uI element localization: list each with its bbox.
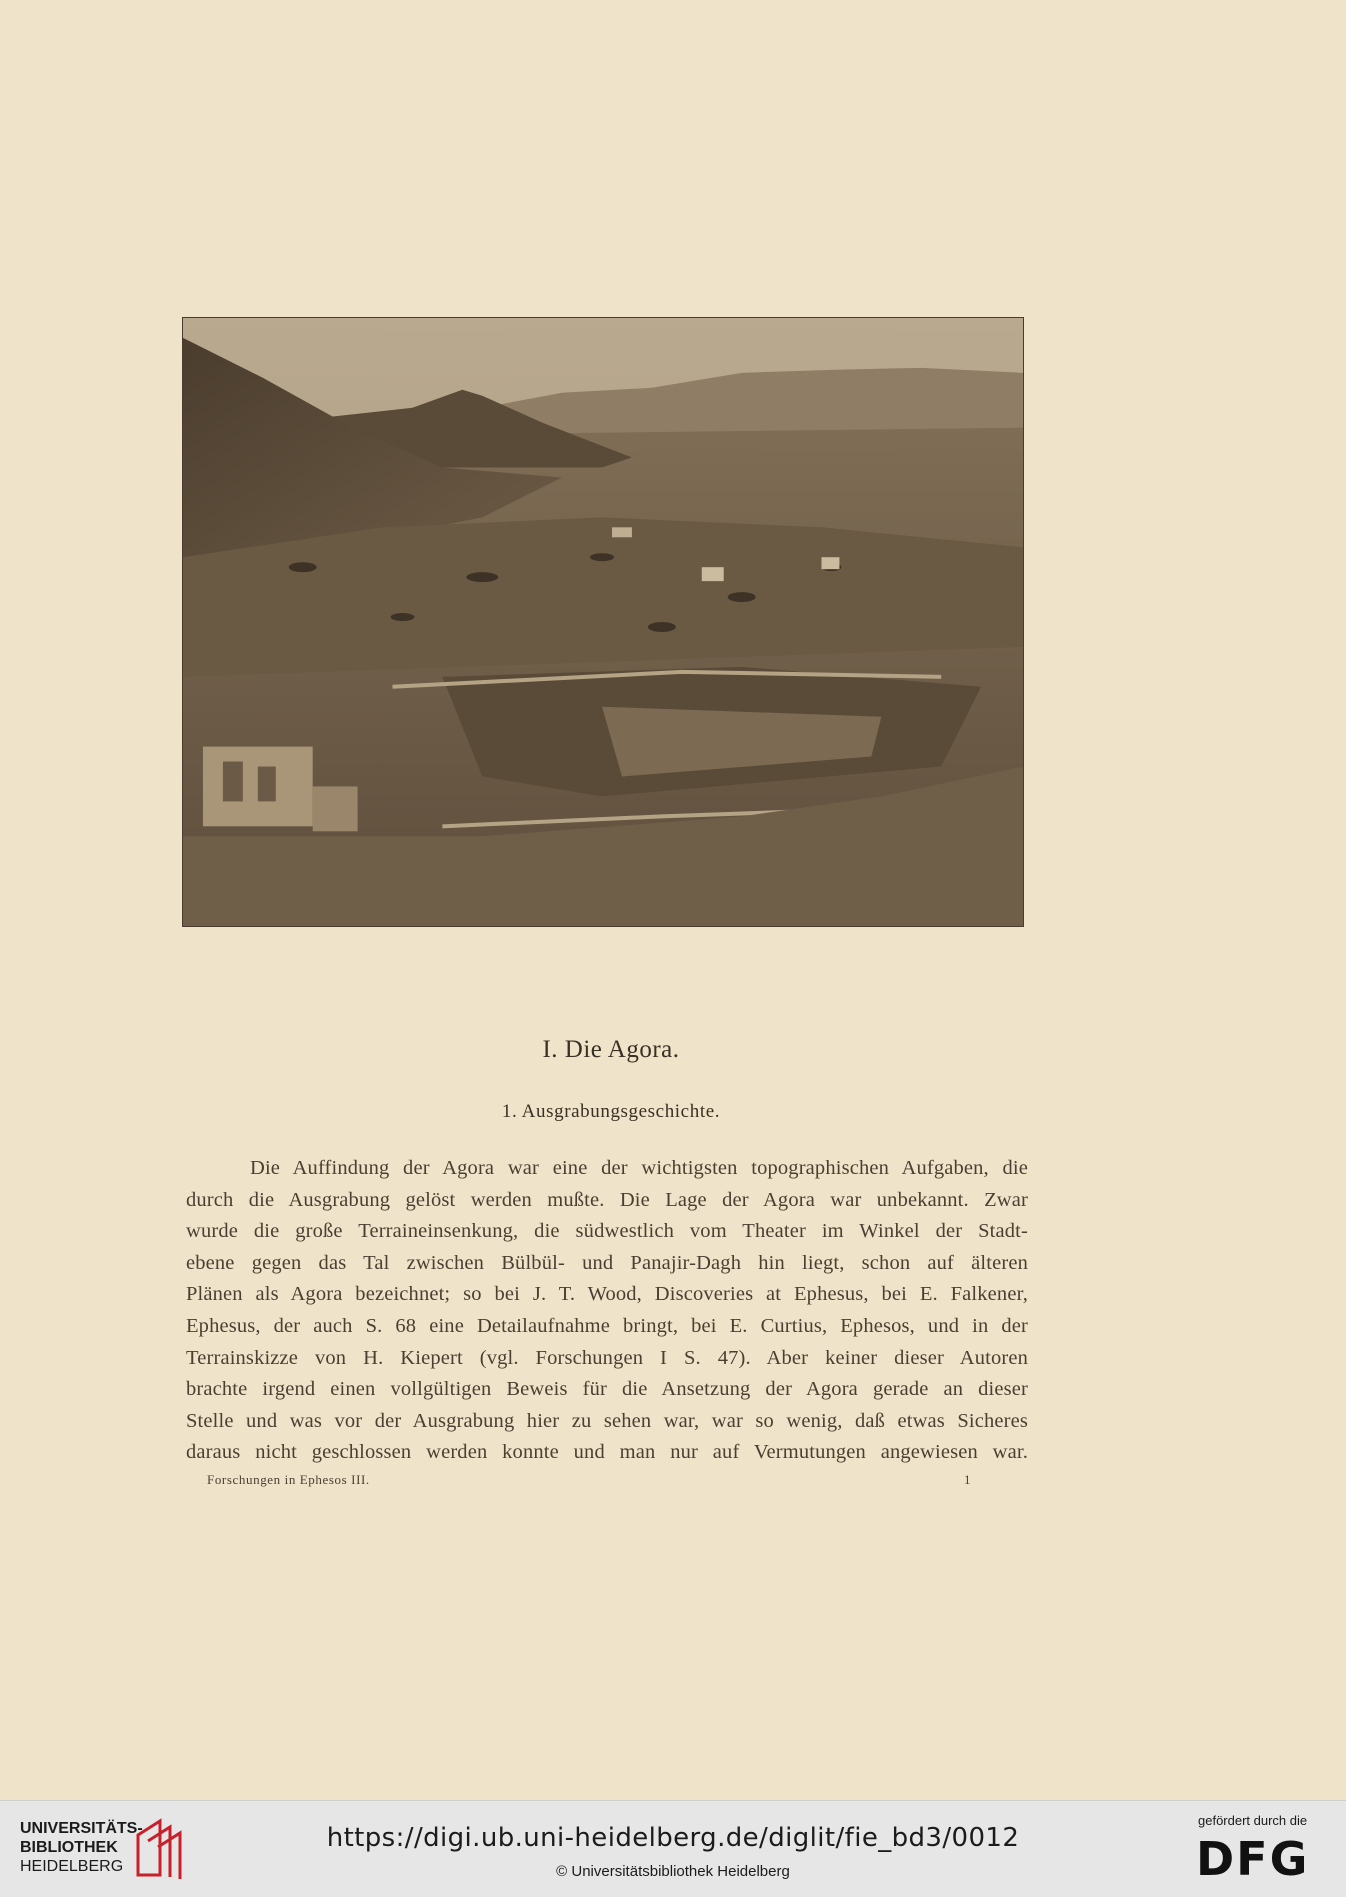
dfg-logo-text: DFG [1196,1833,1310,1881]
footer-series-title: Forschungen in Ephesos III. [207,1472,370,1487]
paragraph-line: durch die Ausgrabung gelöst werden mußte. Die Lage der Agora war unbekannt. Zwar [186,1188,1028,1211]
library-bar [0,1800,1346,1897]
landscape-photograph [182,317,1024,927]
paragraph-line: brachte irgend einen vollgültigen Beweis für die Ansetzung der Agora gerade an dieser [186,1378,1028,1401]
page-url-link[interactable]: https://digi.ub.uni-heidelberg.de/diglit/fie_bd3/0012 [326,1823,1020,1853]
paragraph-line: Die Auffindung der Agora war eine der wichtigsten topographischen Aufgaben, die [250,1157,1028,1179]
section-title: 1. Ausgrabungsgeschichte. [501,1101,721,1122]
paragraph-line: Plänen als Agora bezeichnet; so bei J. T. Wood, Discoveries at Ephesus, bei E. Falkener, [186,1283,1028,1306]
paragraph-line: ebene gegen das Tal zwischen Bülbül- und Panajir-Dagh hin liegt, schon auf älteren [186,1251,1028,1274]
library-name-line: UNIVERSITÄTS- [20,1820,143,1837]
paragraph-line: Stelle und was vor der Ausgrabung hier zu sehen war, war so wenig, daß etwas Sicheres [186,1409,1028,1432]
paragraph-line: daraus nicht geschlossen werden konnte und man nur auf Vermutungen angewiesen war. [186,1441,1028,1464]
funding-note: gefördert durch die [1198,1813,1308,1828]
dfg-logo-icon[interactable] [1196,1833,1328,1881]
photo-illustration [183,318,1023,926]
paragraph-line: Ephesus, der auch S. 68 eine Detailaufnahme bringt, bei E. Curtius, Ephesos, und in der [186,1314,1028,1337]
body-paragraph [186,1153,1028,1469]
chapter-title: I. Die Agora. [542,1036,680,1063]
paragraph-line: wurde die große Terraineinsenkung, die südwestlich vom Theater im Winkel der Stadt- [186,1220,1028,1243]
library-name-line: BIBLIOTHEK [20,1839,118,1856]
footer-sheet-number: 1 [964,1472,971,1487]
paragraph-line: Terrainskizze von H. Kiepert (vgl. Forschungen I S. 47). Aber keiner dieser Autoren [186,1346,1028,1369]
library-name-line: HEIDELBERG [20,1858,124,1875]
copyright-notice: © Universitätsbibliothek Heidelberg [556,1863,790,1880]
